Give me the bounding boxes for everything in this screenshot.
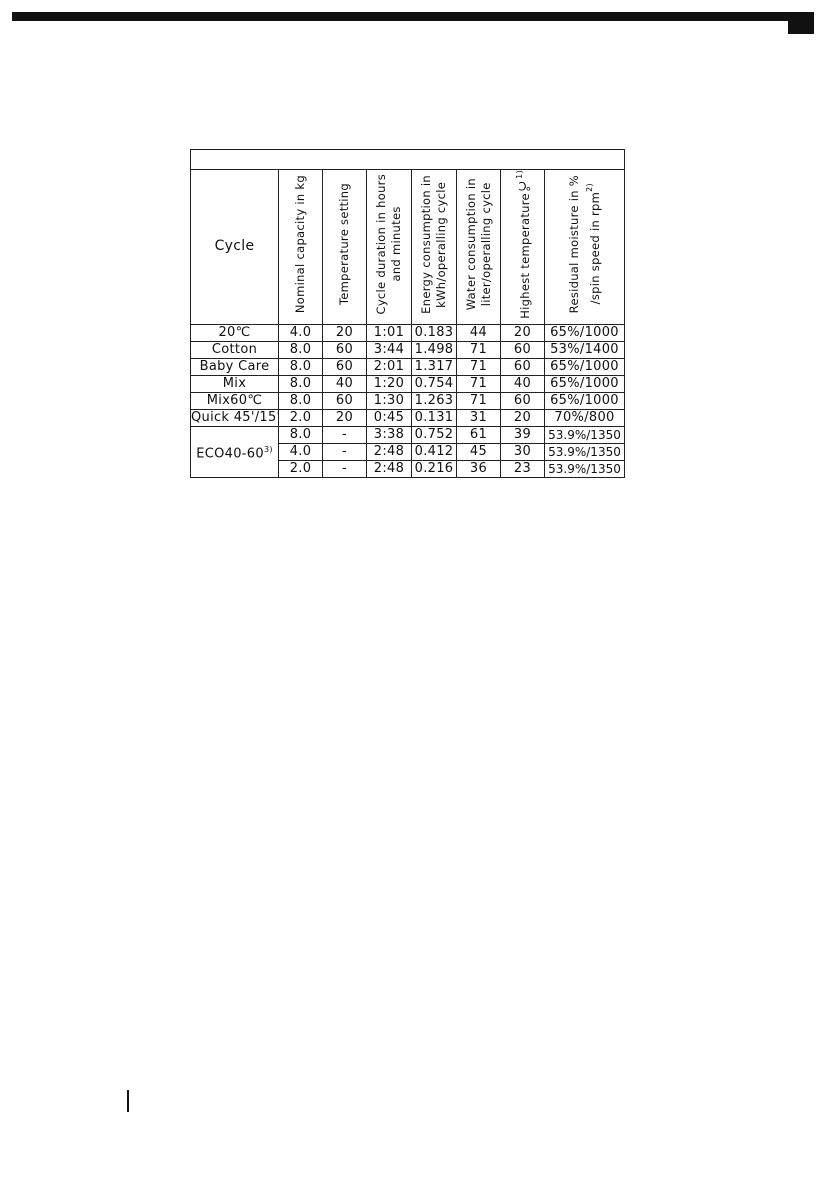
cell-highest-temp: 60 [501,358,545,375]
cell-water: 44 [457,324,501,341]
cell-cycle: Cotton [191,341,279,358]
table-row [191,409,625,426]
cell-capacity: 8.0 [279,426,323,443]
cell-capacity: 2.0 [279,460,323,477]
cell-residual-moisture: 65%/1000 [545,358,625,375]
table-caption-row [191,150,625,170]
cell-highest-temp: 23 [501,460,545,477]
cell-water: 71 [457,392,501,409]
cell-water: 36 [457,460,501,477]
cell-cycle: Baby Care [191,358,279,375]
cell-residual-moisture: 65%/1000 [545,375,625,392]
header-residual-moisture: Residual moisture in % /spin speed in rpm$^{2)}$ [545,170,625,325]
cell-energy: 1.263 [412,392,457,409]
top-rule-tab [788,12,814,34]
cell-energy: 0.131 [412,409,457,426]
cell-duration: 0:45 [367,409,412,426]
cell-temperature: 60 [323,358,367,375]
header-cycle: Cycle [191,170,279,325]
cell-temperature: - [323,460,367,477]
cell-energy: 1.498 [412,341,457,358]
cell-capacity: 4.0 [279,324,323,341]
cell-highest-temp: 20 [501,324,545,341]
cell-highest-temp: 39 [501,426,545,443]
cell-residual-moisture: 65%/1000 [545,392,625,409]
cell-temperature: 20 [323,324,367,341]
cell-residual-moisture: 65%/1000 [545,324,625,341]
header-duration: Cycle duration in hours and minutes [367,170,412,325]
table-row [191,392,625,409]
header-row [191,170,625,325]
cell-highest-temp: 20 [501,409,545,426]
cell-capacity: 4.0 [279,443,323,460]
header-capacity: Nominal capacity in kg [279,170,323,325]
cell-duration: 2:48 [367,460,412,477]
table-caption [191,150,625,170]
cell-water: 31 [457,409,501,426]
cell-water: 71 [457,341,501,358]
footer-margin-mark [127,1090,129,1112]
cell-cycle: Quick 45'/15' [191,409,281,425]
cell-highest-temp: 60 [501,392,545,409]
top-rule [12,12,814,21]
cell-water: 71 [457,375,501,392]
cell-duration: 3:38 [367,426,412,443]
table-row [191,375,625,392]
cell-residual-moisture: 53.9%/1350 [545,426,625,443]
cell-cycle: Mix [191,375,279,392]
cell-duration: 1:20 [367,375,412,392]
cell-duration: 3:44 [367,341,412,358]
cell-energy: 0.183 [412,324,457,341]
spec-table [190,149,625,478]
cell-duration: 1:30 [367,392,412,409]
cell-residual-moisture: 53.9%/1350 [545,460,625,477]
spec-table-container [190,149,624,476]
table-row [191,358,625,375]
cell-energy: 0.216 [412,460,457,477]
cell-capacity: 2.0 [279,409,323,426]
cell-residual-moisture: 70%/800 [545,409,625,426]
cell-highest-temp: 60 [501,341,545,358]
cell-water: 71 [457,358,501,375]
table-row [191,341,625,358]
cell-capacity: 8.0 [279,341,323,358]
cell-duration: 2:01 [367,358,412,375]
cell-energy: 0.752 [412,426,457,443]
cell-capacity: 8.0 [279,375,323,392]
cell-cycle: Mix60℃ [191,392,279,409]
cell-capacity: 8.0 [279,392,323,409]
header-water: Water consumption in liter/operalling cycle [457,170,501,325]
header-highest-temp: Highest temperature℃$^{1)}$ [501,170,545,325]
cell-temperature: 60 [323,392,367,409]
cell-temperature: 60 [323,341,367,358]
cell-cycle: 20℃ [191,324,279,341]
cell-temperature: 40 [323,375,367,392]
table-body [191,324,625,477]
cell-energy: 0.754 [412,375,457,392]
cell-capacity: 8.0 [279,358,323,375]
cell-water: 45 [457,443,501,460]
cell-residual-moisture: 53%/1400 [545,341,625,358]
header-temperature: Temperature setting [323,170,367,325]
table-row [191,426,625,443]
cell-highest-temp: 40 [501,375,545,392]
cell-energy: 1.317 [412,358,457,375]
cell-temperature: - [323,443,367,460]
cell-temperature: 20 [323,409,367,426]
table-row [191,324,625,341]
cell-duration: 2:48 [367,443,412,460]
header-energy: Energy consumption in kWh/operalling cycle [412,170,457,325]
cell-highest-temp: 30 [501,443,545,460]
cell-duration: 1:01 [367,324,412,341]
cell-temperature: - [323,426,367,443]
cell-cycle-eco: ECO40-60$^{3)}$ [191,426,279,477]
cell-water: 61 [457,426,501,443]
cell-energy: 0.412 [412,443,457,460]
cell-residual-moisture: 53.9%/1350 [545,443,625,460]
